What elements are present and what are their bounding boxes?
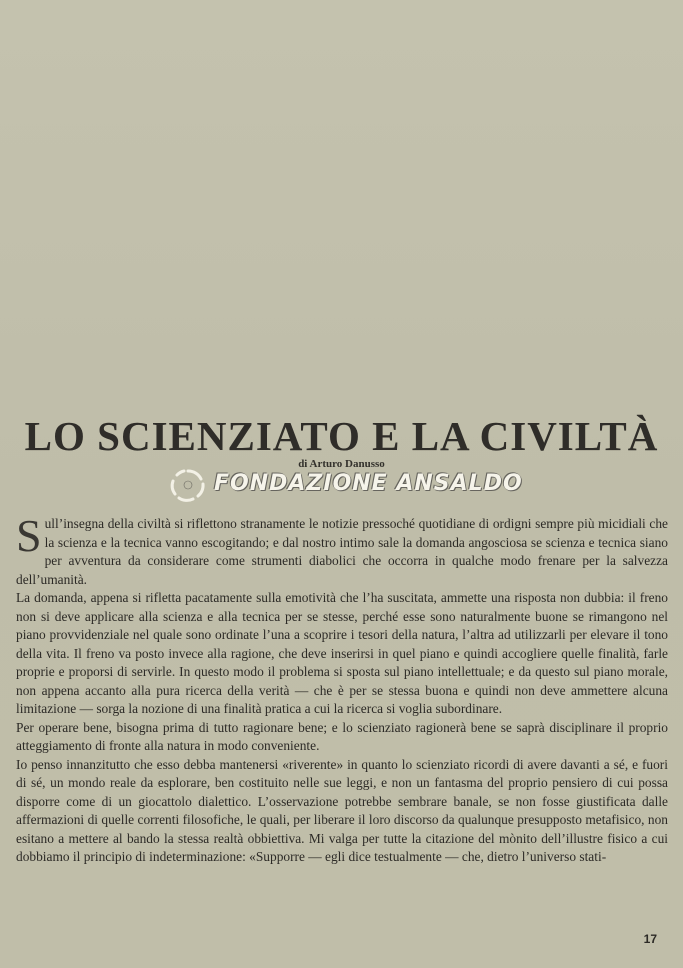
- fondazione-ansaldo-logo-icon: [168, 467, 208, 503]
- paragraph: La domanda, appena si rifletta pacatamente sulla emotività che l’ha suscitata, ammette una risposta non dubbia: il freno non si deve applicare alla scienza e alla tecnica per se stesse, perché esse sono naturalmente buone se rimangono nel piano provvidenziale nel quale sono ordinate l’una a scoprire i tesori della natura, l’altra ad utilizzarli per elevare il tono della vita. Il freno va posto invece alla ragione, che deve inserirsi in quel piano e quindi accogliere quelle finalità, farle proprie e proporsi di servirle. In questo modo il problema si sposta sul piano intellettuale; e da questo sul piano morale, non appena accanto alla pura ricerca della verità — che è per se stessa buona e quindi non deve ammettere alcuna limitazione — sorga la nozione di una finalità pratica a cui la ricerca si voglia subordinare.: [16, 590, 668, 716]
- article-title: LO SCIENZIATO E LA CIVILTÀ: [24, 413, 659, 460]
- paragraph: Per operare bene, bisogna prima di tutto ragionare bene; e lo scienziato ragionerà bene se saprà disciplinare il proprio atteggiamento di fronte alla natura in modo conveniente.: [16, 719, 668, 753]
- paragraph: Io penso innanzitutto che esso debba mantenersi «riverente» in quanto lo scienziato ricordi di avere davanti a sé, e fuori di sé, un mondo reale da esplorare, ben costituito nelle sue leggi, e non un fantasma del proprio pensiero di cui possa disporre come di un giocattolo dialettico. L’osservazione potrebbe sembrare banale, se non fosse giustificata dalle affermazioni di quelle correnti filosofiche, le quali, per liberare il loro discorso da qualunque presupposto metafisico, non esitano a mettere al bando la stessa realtà obbiettiva. Mi valga per tutte la citazione del mònito dell’illustre fisico a cui dobbiamo il principio di indeterminazione: «Supporre — egli dice testualmente — che, dietro l’universo stati-: [16, 756, 668, 864]
- page-number: 17: [643, 932, 657, 946]
- watermark-text: FONDAZIONE ANSALDO: [214, 471, 523, 496]
- watermark: [168, 465, 528, 505]
- article-body: [16, 510, 668, 867]
- paragraph: [16, 510, 668, 589]
- article-byline: di Arturo Danusso: [298, 458, 385, 470]
- paragraph-text: ull’insegna della civiltà si riflettono stranamente le notizie pressoché quotidiane di ordigni sempre più micidiali che la scienza e la tecnica vanno escogitando; e dal nostro intimo sale la domanda angosciosa se scienza e tecnica siano per avventura da considerare come strumenti diabolici che occorra in qualche modo frenare per la salvezza dell’umanità.: [16, 516, 668, 587]
- drop-cap: S: [16, 510, 42, 561]
